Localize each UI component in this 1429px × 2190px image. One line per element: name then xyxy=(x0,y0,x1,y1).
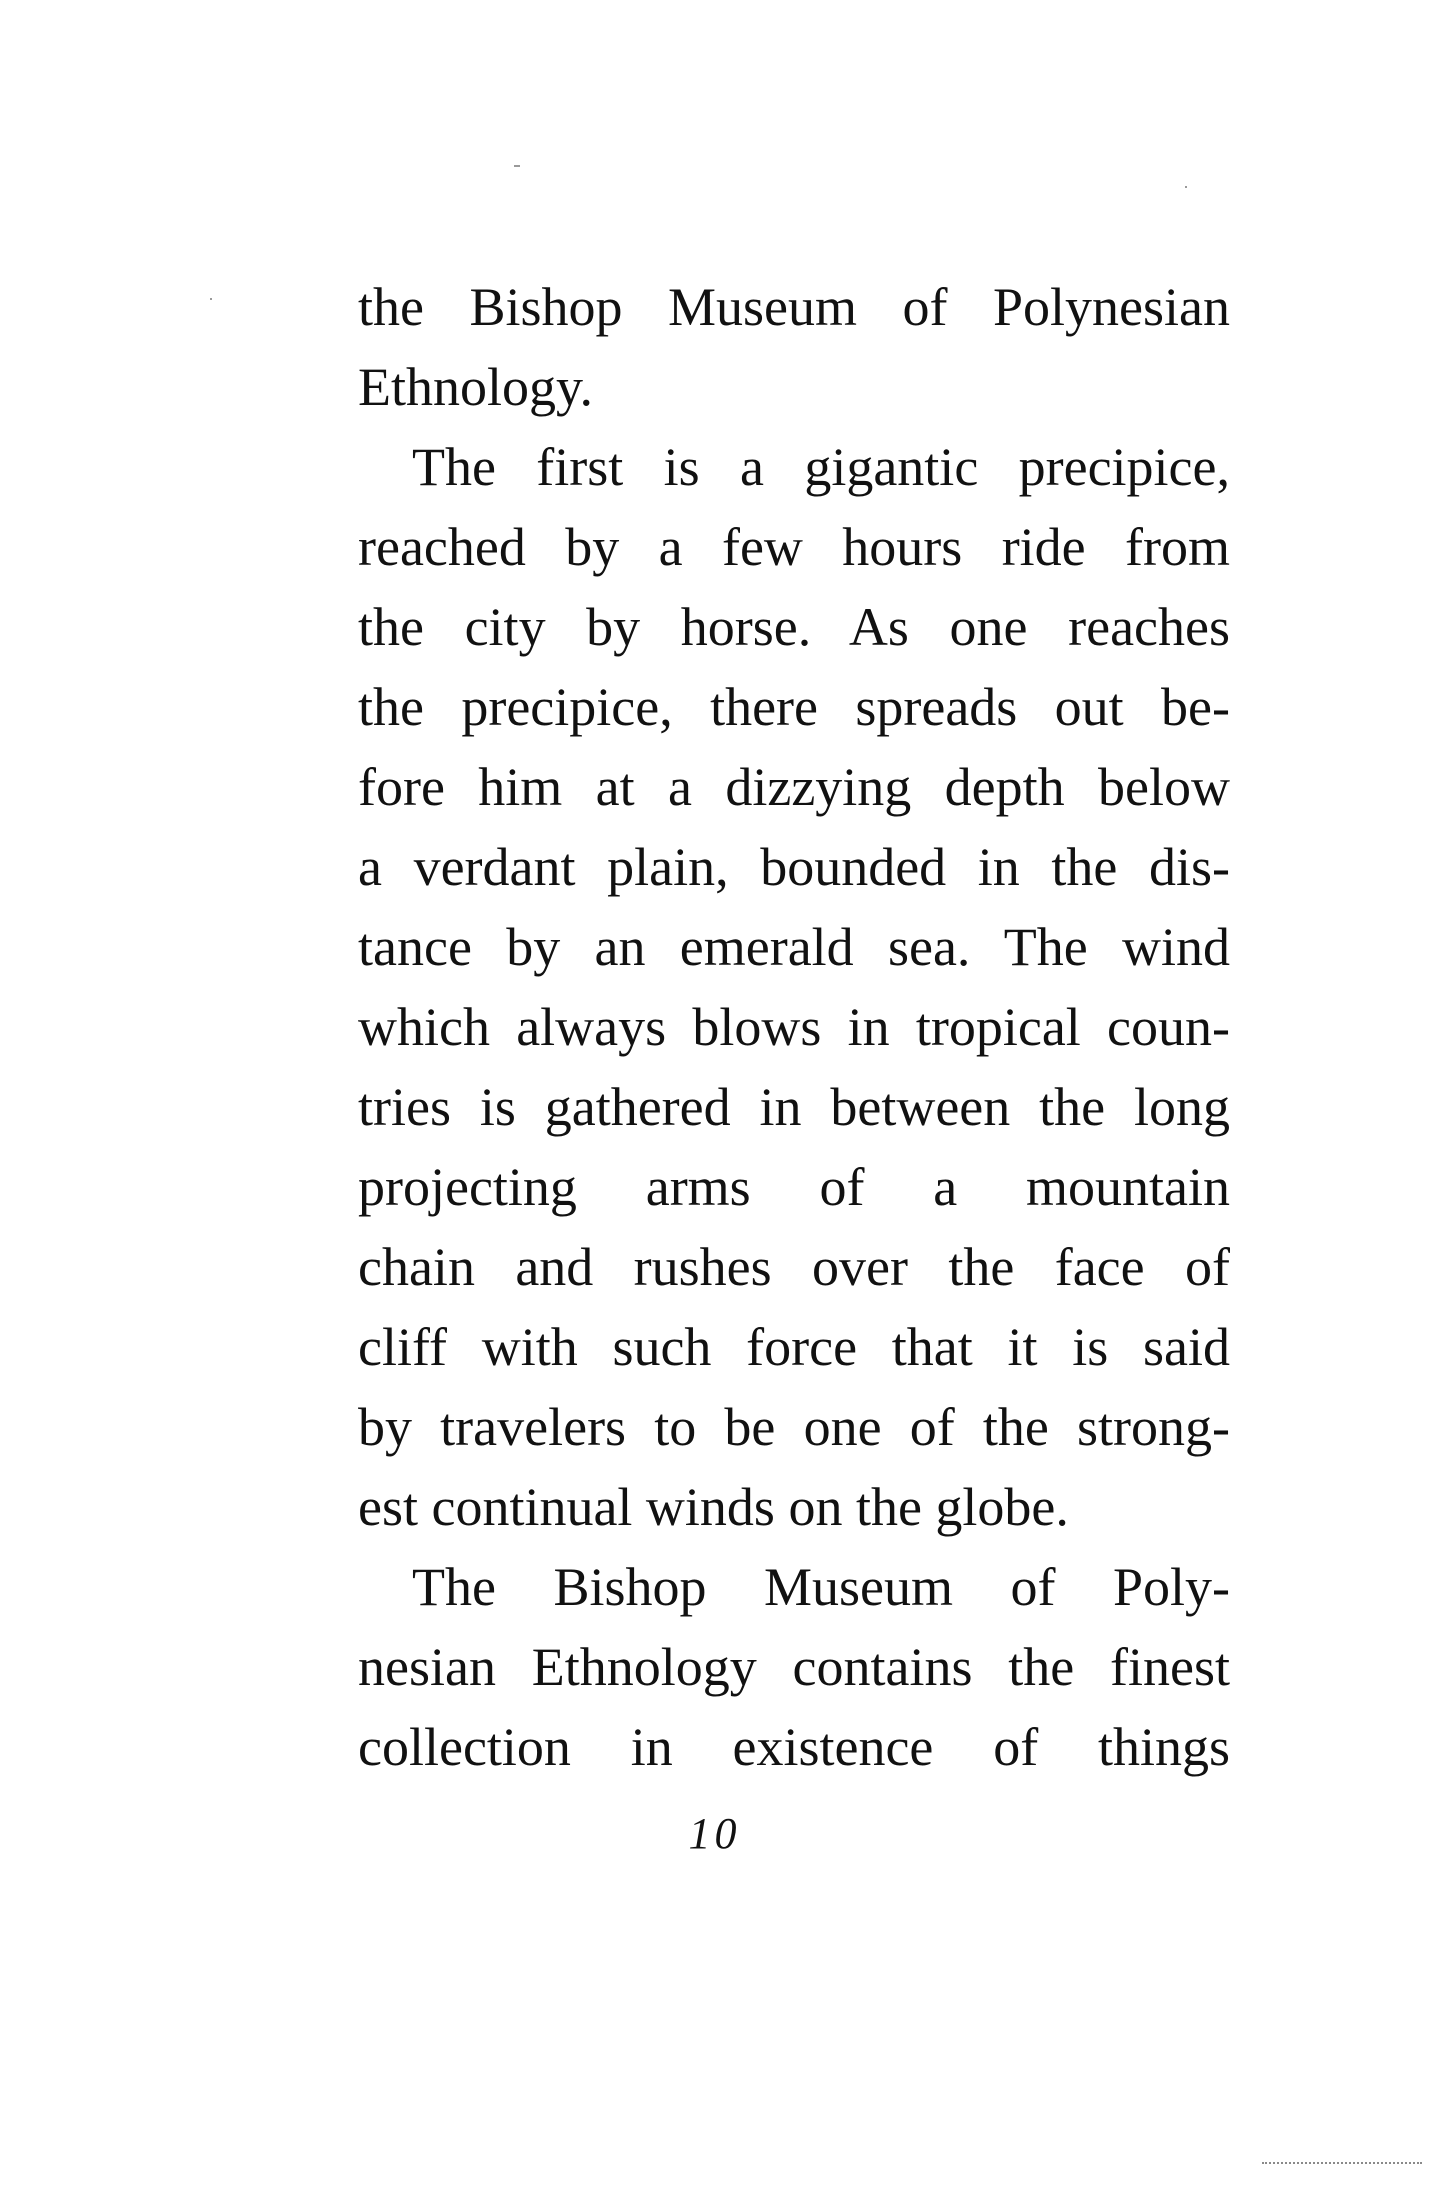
text-line: The Bishop Museum of Poly- xyxy=(412,1557,1230,1617)
text-line: the precipice, there spreads out be- xyxy=(358,677,1230,737)
text-line: fore him at a dizzying depth below xyxy=(358,757,1230,817)
text-line: reached by a few hours ride from xyxy=(358,517,1230,577)
text-line: tance by an emerald sea. The wind xyxy=(358,917,1230,977)
text-line: by travelers to be one of the strong- xyxy=(358,1397,1230,1457)
text-line: tries is gathered in between the long xyxy=(358,1077,1230,1137)
text-line: which always blows in tropical coun- xyxy=(358,997,1230,1057)
text-line: chain and rushes over the face of xyxy=(358,1237,1230,1297)
scan-speck xyxy=(210,298,212,300)
text-line: projecting arms of a mountain xyxy=(358,1157,1230,1217)
text-line: Ethnology. xyxy=(358,357,593,417)
text-line: the city by horse. As one reaches xyxy=(358,597,1230,657)
text-line: est continual winds on the globe. xyxy=(358,1477,1069,1537)
text-line: a verdant plain, bounded in the dis- xyxy=(358,837,1230,897)
text-line: collection in existence of things xyxy=(358,1717,1230,1777)
scan-speck xyxy=(514,165,520,167)
scan-edge-mark xyxy=(1262,2162,1422,2164)
text-line: the Bishop Museum of Polynesian xyxy=(358,277,1230,337)
page-number: 10 xyxy=(688,1809,741,1858)
text-line: nesian Ethnology contains the finest xyxy=(358,1637,1230,1697)
text-line: cliff with such force that it is said xyxy=(358,1317,1230,1377)
scan-speck xyxy=(1185,186,1187,188)
body-text xyxy=(358,267,1230,1787)
text-line: The first is a gigantic precipice, xyxy=(412,437,1230,497)
